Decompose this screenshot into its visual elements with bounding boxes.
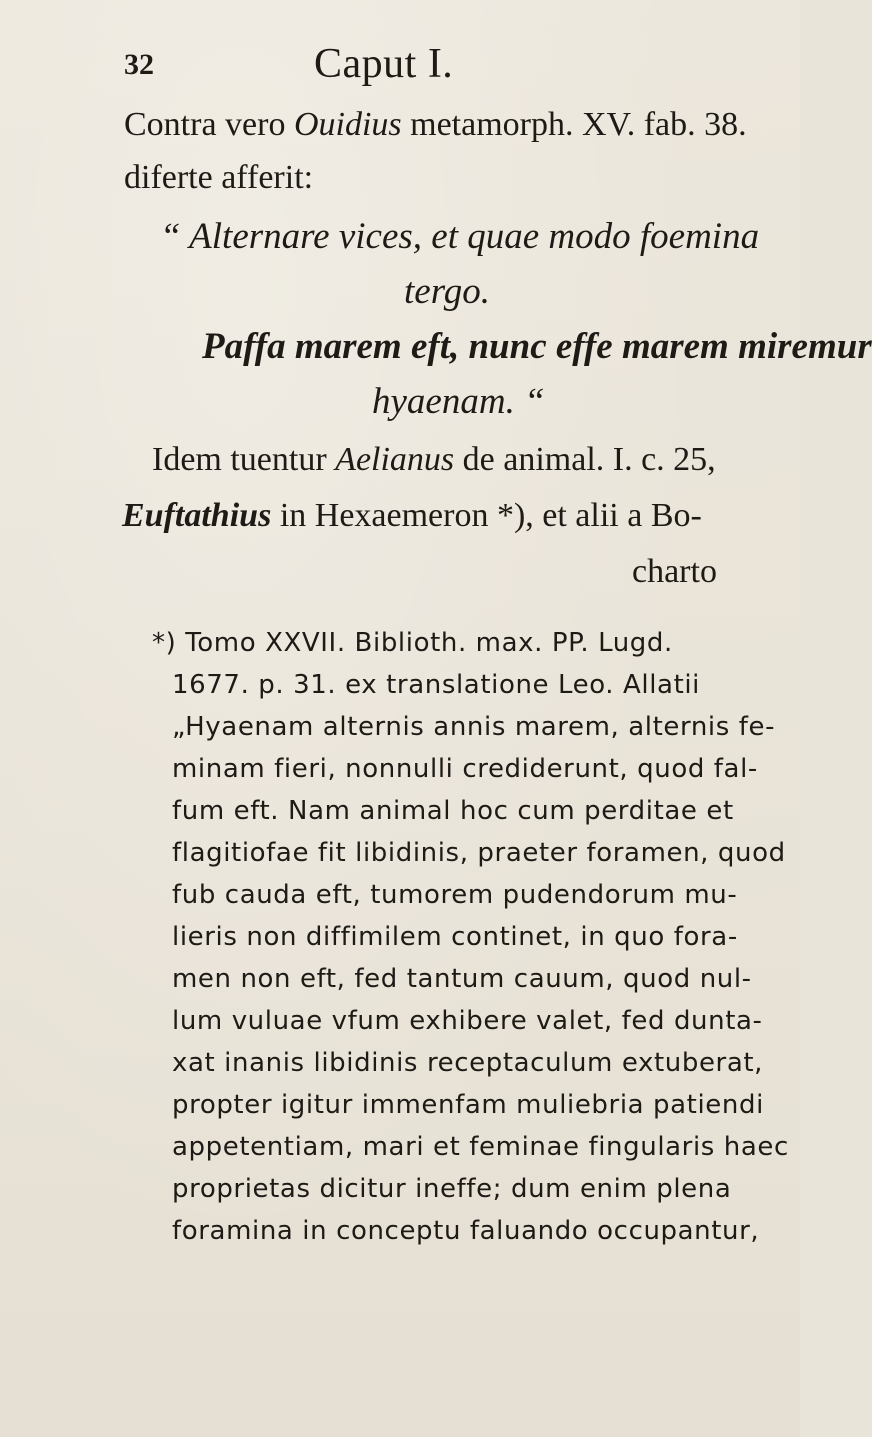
footnote-line: propter igitur immenfam muliebria patiendi [172,1090,764,1120]
footnote-line: *) Tomo XXVII. Biblioth. max. PP. Lugd. [152,628,673,658]
footnote-line: 1677. p. 31. ex translatione Leo. Allatii [172,670,701,700]
verse-line-2: tergo. [404,271,490,312]
footnote-line: fum eft. Nam animal hoc cum perditae et [172,796,734,826]
footnote-line: fub cauda eft, tumorem pudendorum mu- [172,880,738,910]
page-header [0,40,800,90]
author-name: Ouidius [293,106,402,143]
body-line-4 [122,496,702,536]
verse-line-3: Paffa marem eft, nunc effe marem miremur [202,326,872,367]
body-text: Contra vero [124,106,294,143]
author-name: Euftathius [122,497,272,534]
footnote-line: lieris non diffimilem continet, in quo fora- [172,922,738,952]
catchword: charto [632,553,717,590]
body-text: metamorph. XV. fab. 38. [401,106,747,143]
body-text: Idem tuentur [152,441,336,478]
body-text: in Hexaemeron *), et alii a Bo- [271,497,702,534]
running-head: Caput I. [314,41,454,87]
body-text: de animal. I. c. 25, [454,441,716,478]
footnote-line: appetentiam, mari et feminae fingularis haec [172,1132,789,1162]
footnote-line: minam fieri, nonnulli crediderunt, quod fal- [172,754,758,784]
author-name: Aelianus [335,441,455,478]
verse-line-1: “ Alternare vices, et quae modo foemina [160,216,760,257]
footnote-line: xat inanis libidinis receptaculum extuberat, [172,1048,764,1078]
verse-line-4: hyaenam. “ [372,381,545,422]
footnote-line: men non eft, fed tantum cauum, quod nul- [172,964,752,994]
footnote-line: lum vuluae vfum exhibere valet, fed dunta- [172,1006,763,1036]
body-line-1 [124,105,747,145]
body-line-3 [152,440,716,480]
footnote-line: flagitiofae fit libidinis, praeter foramen, quod [172,838,786,868]
footnote-line: proprietas dicitur ineffe; dum enim plena [172,1174,732,1204]
body-line-2: diferte afferit: [124,159,314,196]
page-number: 32 [124,48,154,81]
footnote-line: foramina in conceptu faluando occupantur, [172,1216,760,1246]
footnote-line: „Hyaenam alternis annis marem, alternis fe- [172,712,776,742]
